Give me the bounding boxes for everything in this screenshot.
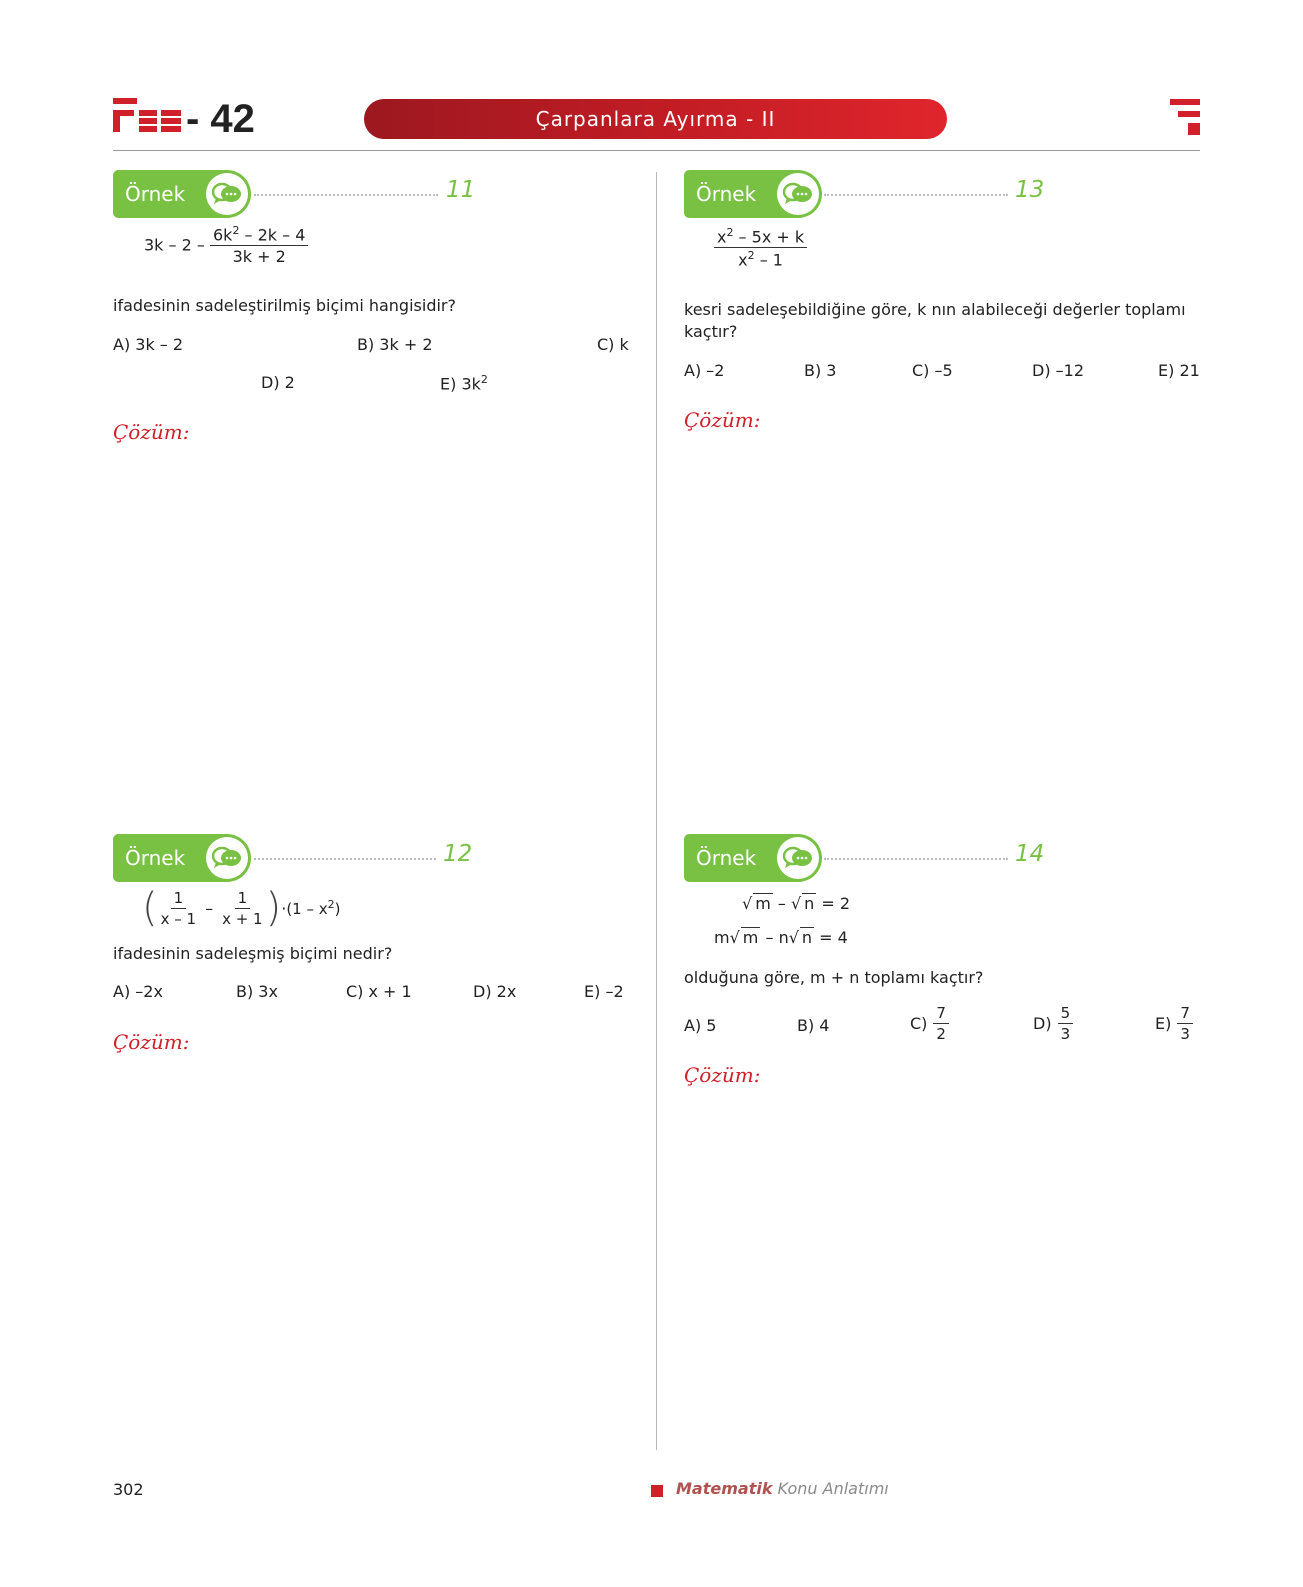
solution-label: Çözüm:: [684, 408, 761, 432]
close-paren: ): [265, 885, 282, 931]
choice-a[interactable]: A) –2x: [113, 982, 163, 1001]
choice-b[interactable]: B) 4: [797, 1016, 830, 1035]
factor: [286, 898, 340, 918]
faz-logo-icon: [113, 98, 181, 136]
operator: –: [772, 894, 791, 913]
chat-bubbles-icon: [777, 173, 819, 215]
equation-line-2: [714, 928, 848, 947]
numerator: 7: [1177, 1004, 1193, 1024]
coefficient: m: [714, 928, 730, 947]
fraction: [1058, 1004, 1074, 1043]
choice-d[interactable]: D) –12: [1032, 361, 1085, 380]
radicand: m: [755, 894, 771, 913]
numerator-base: 6k: [212, 225, 233, 245]
choice-e[interactable]: E) –2: [584, 982, 624, 1001]
page-number: 302: [113, 1480, 144, 1499]
numerator-exp: 2: [726, 226, 734, 239]
corner-logo-icon: [1170, 99, 1200, 139]
dotted-leader: [254, 194, 438, 196]
numerator-rest: – 2k – 4: [239, 225, 306, 245]
denominator: 3: [1180, 1025, 1190, 1043]
factor-exp: 2: [327, 898, 335, 911]
example-number: 13: [1015, 177, 1045, 203]
example-badge: [113, 170, 251, 218]
denominator: 3k + 2: [232, 247, 286, 267]
choice-d[interactable]: [1033, 1004, 1073, 1043]
chapter-title: Çarpanlara Ayırma - II: [364, 99, 947, 139]
radicand: n: [804, 894, 815, 913]
dotted-leader: [824, 858, 1008, 860]
choice-c[interactable]: C) x + 1: [346, 982, 412, 1001]
column-divider: [656, 172, 657, 1450]
fraction: [1177, 1004, 1193, 1043]
question-text-line1: kesri sadeleşebildiğine göre, k nın alabileceği değerler toplamı: [684, 300, 1186, 319]
chat-bubbles-icon: [206, 837, 248, 879]
example-label: Örnek: [125, 182, 186, 206]
numerator: 1: [235, 889, 251, 909]
denominator: x – 1: [160, 909, 197, 928]
dotted-leader: [254, 858, 436, 860]
choice-a[interactable]: A) 3k – 2: [113, 335, 184, 354]
chat-bubbles-icon: [206, 173, 248, 215]
equation-rhs: = 4: [814, 928, 848, 947]
math-expression: [144, 224, 308, 266]
math-expression: [142, 886, 340, 930]
header-divider: [113, 150, 1200, 151]
choice-b[interactable]: B) 3x: [236, 982, 278, 1001]
radicand: n: [801, 928, 813, 947]
choice-a[interactable]: A) –2: [684, 361, 725, 380]
example-label: Örnek: [696, 182, 757, 206]
choice-d[interactable]: D) 2: [261, 373, 295, 392]
numerator-exp: 2: [232, 224, 240, 237]
math-expression: [714, 226, 807, 270]
choice-d[interactable]: D) 2x: [473, 982, 517, 1001]
factor-close: ): [334, 900, 341, 918]
faz-logo: [113, 98, 181, 136]
solution-label: Çözüm:: [113, 420, 190, 444]
chat-bubbles-icon: [777, 837, 819, 879]
solution-label: Çözüm:: [113, 1030, 190, 1054]
solution-label: Çözüm:: [684, 1063, 761, 1087]
fraction: [158, 889, 199, 928]
denominator-base: x: [738, 250, 748, 270]
operator: – n: [760, 928, 789, 947]
denominator: 3: [1060, 1025, 1071, 1043]
radicand: m: [742, 928, 759, 947]
factor-body: (1 – x: [286, 900, 328, 918]
example-number: 14: [1015, 841, 1045, 867]
choice-e[interactable]: E) 21: [1158, 361, 1200, 380]
dotted-leader: [824, 194, 1008, 196]
example-number: 12: [443, 841, 473, 867]
example-badge: [684, 170, 822, 218]
example-label: Örnek: [696, 846, 757, 870]
unit-number: - 42: [186, 97, 255, 141]
example-badge: [684, 834, 822, 882]
choice-label: D): [1033, 1014, 1052, 1033]
choice-c[interactable]: [910, 1004, 949, 1043]
book-title: [676, 1479, 889, 1498]
footer-square-icon: [651, 1485, 663, 1497]
choice-c[interactable]: C) –5: [912, 361, 953, 380]
choice-e[interactable]: [440, 373, 488, 393]
question-text: ifadesinin sadeleştirilmiş biçimi hangisidir?: [113, 296, 456, 315]
choice-b[interactable]: B) 3k + 2: [357, 335, 433, 354]
equation-rhs: = 2: [816, 894, 851, 913]
expr-prefix: 3k – 2 –: [144, 235, 205, 255]
sqrt-sign-icon: √: [729, 928, 740, 947]
question-text: olduğuna göre, m + n toplamı kaçtır?: [684, 968, 984, 987]
minus-sign: –: [205, 898, 214, 918]
choice-e-text: E) 3k: [440, 374, 481, 394]
numerator: 7: [933, 1004, 949, 1024]
example-number: 11: [446, 177, 476, 203]
book-title-bold: Matematik: [676, 1479, 773, 1498]
denominator-rest: – 1: [754, 250, 783, 270]
denominator: 2: [936, 1025, 946, 1043]
denominator: x + 1: [222, 909, 263, 928]
fraction: [219, 889, 266, 928]
question-text-line2: kaçtır?: [684, 322, 738, 341]
sqrt-sign-icon: √: [788, 928, 799, 947]
dot-operator: ·: [281, 898, 287, 918]
numerator-rest: – 5x + k: [733, 227, 805, 247]
choice-c[interactable]: C) k: [597, 335, 629, 354]
choice-label: E): [1155, 1014, 1172, 1033]
question-text: ifadesinin sadeleşmiş biçimi nedir?: [113, 944, 393, 963]
fraction: [714, 226, 807, 270]
example-label: Örnek: [125, 846, 186, 870]
book-title-rest: Konu Anlatımı: [772, 1479, 889, 1498]
numerator: 1: [171, 889, 187, 909]
example-badge: [113, 834, 251, 882]
numerator: 5: [1058, 1004, 1074, 1024]
numerator-base: x: [717, 227, 727, 247]
choice-label: C): [910, 1014, 928, 1033]
choice-a[interactable]: A) 5: [684, 1016, 717, 1035]
choice-e-exp: 2: [480, 373, 488, 386]
open-paren: (: [142, 885, 158, 931]
sqrt-sign-icon: √: [742, 894, 753, 913]
fraction: [933, 1004, 949, 1043]
denominator-exp: 2: [747, 249, 755, 263]
fraction: [210, 224, 308, 266]
sqrt-sign-icon: √: [790, 894, 802, 913]
choice-e[interactable]: [1155, 1004, 1193, 1043]
equation-line-1: [742, 894, 850, 913]
choice-b[interactable]: B) 3: [804, 361, 837, 380]
